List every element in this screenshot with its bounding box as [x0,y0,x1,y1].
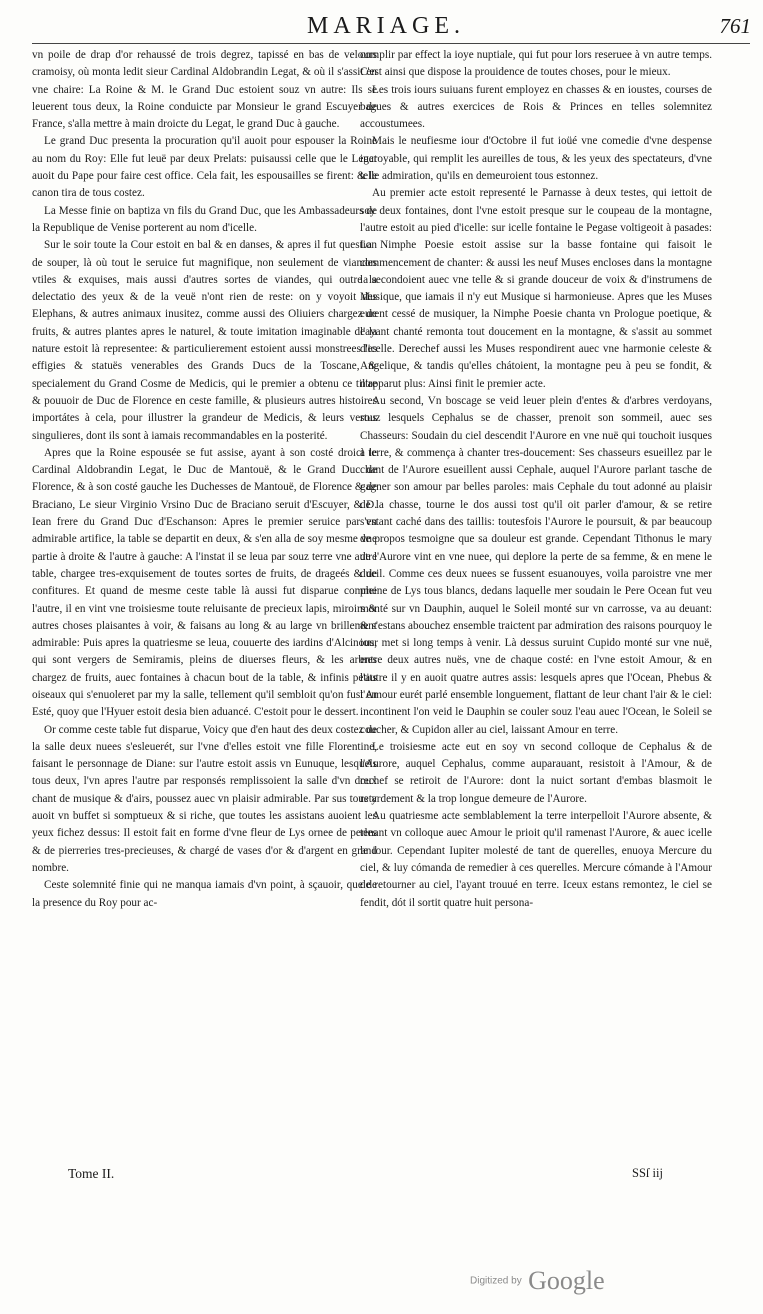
paragraph: Au quatriesme acte semblablement la terre interpelloit l'Aurore absente, & tenant vn colloque auec Amour le prioit qu'il ramenast l'Aurore, & auec icelle le iour. Cependant Iupiter molesté de tant de querelles, enuoya Mercure du ciel, & luy cómanda de remedier à ces querelles. Mercure cómande à l'Amour de retourner au ciel, l'ayant trouué en terre. Iceux estans remontez, le ciel se fendit, dót il sortit quatre huit persona- [360,810,712,909]
digitization-watermark [470,1266,605,1296]
paragraph: complir par effect la ioye nuptiale, qui fut pour lors reseruee à vn autre temps. C'est ainsi que dispose la prouidence de toutes choses, pour le mieux. [360,49,712,79]
google-logo: Google [528,1266,605,1295]
paragraph: Apres que la Roine espousée se fut assise, ayant à son costé droict le Cardinal Aldobrandin Legat, le Duc de Mantouë, & le Grand Duc de Florence, & à son costé gauche les Duchesses de Mantouë, de Florence & de Braciano, Le sieur Virginio Vrsino Duc de Braciano seruit d'Escuyer, & D. Iean frere du Grand Duc d'Eschanson: Apres le premier seruice par vn admirable artifice, la table se departit en deux, & s'en alla de soy mesme vne partie à droite & l'autre à gauche: A l'instat il se leua par souz terre vne autre table, chargee tres-exquisement de toutes sortes de fruits, de drageés & de confitures. Et quand de mesme ceste table là aussi fut disparue comme l'autre, il en vint vne troisiesme toute reluisante de precieux lapis, miroirs & autres choses plaisantes à voir, & faisans au long & au large vn brillement admirable: Puis apres la quatriesme se leua, couuerte des iardins d'Alcinous, qui sont vergers de Semiramis, pleins de diuerses fleurs, & les arbres chargez de fruits, auec fontaines à chacun bout de la table, & infinis petits oiseaux qui s'enuoleret par my la salle, tellement qu'il sembloit qu'on fust en Esté, quoy que l'Hyuer estoit desia bien aduancé. C'estoit pour le dessert. [32,446,377,719]
running-head: MARIAGE. [307,13,465,39]
right-column [360,47,712,912]
paragraph: Ceste solemnité finie qui ne manqua iamais d'vn point, à sçauoir, que de la presence du Roy pour ac- [32,879,377,909]
paragraph: Le troisiesme acte eut en soy vn second colloque de Cephalus & de l'Aurore, auquel Cephalus, comme auparauant, resistoit à l'Amour, & de rechef se retiroit de l'Aurore: dont la nuict sortant d'embas blasmoit le retardement & la trop longue demeure de l'Aurore. [360,740,712,805]
paragraph: Le grand Duc presenta la procuration qu'il auoit pour espouser la Roine au nom du Roy: Elle fut leuë par deux Prelats: puisaussi celle que le Legat auoit du Pape pour faire cest office. Cela fait, les espousailles se firent: & le canon tira de tous costez. [32,135,377,200]
paragraph: Les trois iours suiuans furent employez en chasses & en ioustes, courses de bagues & autres exercices de Rois & Princes en telles solemnitez accoustumees. [360,83,712,131]
paragraph: Au premier acte estoit representé le Parnasse à deux testes, qui iettoit de soy deux fontaines, dont l'vne estoit presque sur le coupeau de la montagne, l'autre estoit au pied d'icelle: sur icelle fontaine le Pegase voltigeoit à pasades: La Nimphe Poesie estoit assise sur la basse fontaine qui faisoit le commencement de chanter: & aussi les neuf Muses encloses dans la montagne la secondoient auec vne telle & si grande douceur de voix & d'instrumens de Musique, que iamais il n'y eut Musique si harmonieuse. Apres que les Muses eurent cessé de musiquer, la Nimphe Poesie chanta vn Prologue poetique, & l'ayant chanté remonta tout doucement en la montagne, & s'assit au sommet d'icelle. Derechef aussi les Muses respondirent auec vne harmonie celeste & Angelique, & tandis qu'elles chátoient, la montagne peu à peu se fondit, & n'apparut plus: Ainsi finit le premier acte. [360,187,712,390]
signature-mark: SSſ iij [632,1166,663,1180]
paragraph: Mais le neufiesme iour d'Octobre il fut ioüé vne comedie d'vne despense incroyable, qui remplit les aureilles de tous, & les yeux des spectateurs, d'vne telle admiration, qu'ils en demeuroient tous estonnez. [360,135,712,183]
paragraph: Au second, Vn boscage se veid leuer plein d'entes & d'arbres verdoyans, souz lesquels Cephalus se de chasser, prenoit son sommeil, auec ses Chasseurs: Soudain du ciel descendit l'Aurore en vne nuë qui touchoit iusques à terre, & commença à chanter tres-doucement: Ses chasseurs esueillez par le chant de l'Aurore esueillent aussi Cephale, auquel l'Aurore parlant tasche de gagner son amour par belles paroles: mais Cephale du tout adonné au plaisir de la chasse, tourne le dos aussi tost qu'il oit parler d'amour, & se retire s'estant caché dans des taillis: toutesfois l'Aurore le poursuit, & par beaucoup de propos tesmoigne que sa douleur est grande. Cependant Tithonus le mary de l'Aurore vint en vne nuee, qui deplore la perte de sa femme, & en mene le dueil. Comme ces deux nuees se fussent esuanouyes, voila paroistre vne mer pleine de Lys tous blancs, dedans laquelle mer soudain le Pere Ocean fut veu monté sur vn Dauphin, auquel le Soleil monté sur vn carrosse, va au deuant: & s'estans abouchez ensemble traictent par admiration des raisons pourquoy le iour met si long temps à venir. Là dessus suruint Cupido monté sur vne nuë, entre deux autres nuës, vne de chaque costé: en l'vne estoit Amour, & en l'autre il y en auoit quatre autres assis: lesquels apres que l'Ocean, Phebus & l'Amour eurét parlé ensemble longuement, flattant de leur chant l'air & le ciel: incontinent l'on veid le Dauphin se couler souz l'eau auec l'Ocean, le Soleil se coucher, & Cupidon aller au ciel, laissant Amour en terre. [360,394,712,736]
volume-label: Tome II. [68,1166,115,1181]
paragraph: Or comme ceste table fut disparue, Voicy que d'en haut des deux costez de la salle deux nuees s'esleuerét, sur l'vne d'elles estoit vne fille Florentine, faisant le personnage de Diane: sur l'autre estoit assis vn Eunuque, lesquels tous deux, l'vn apres l'autre par responsés remplissoient la salle d'vn doux chant de musique & d'airs, poussez auec vn plaisir admirable. Par sus tous y auoit vn buffet si somptueux & si riche, que toutes les assistans auoient les yeux fichez dessus: Il estoit fait en forme d'vne fleur de Lys ornee de perles & de pierreries tres-precieuses, & chargé de vases d'or & d'argent en grand nombre. [32,723,377,874]
paragraph: La Messe finie on baptiza vn fils du Grand Duc, que les Ambassadeurs de la Republique de Venise porterent au nom d'icelle. [32,204,377,234]
header-rule [32,43,750,44]
paragraph: Sur le soir toute la Cour estoit en bal & en danses, & apres il fut question de souper, là où tout le seruice fut magnifique, non seulement de viandes vtiles & exquises, mais aussi d'autres sortes de viandes, qui outre la delectatio des yeux & de la veuë n'ont rien de reste: on y voyoit des Elephans, & autres animaux inusitez, comme aussi des Oliuiers chargez de fruits, & autres plantes apres le naturel, & toute imitation imaginable de la nature estoit là representee: & particulierement estoient aussi monstrees les effigies & statuës venerables des Grands Ducs de la Toscane, & specialement du Grand Cosme de Medicis, qui le premier a obtenu ce tiltre & pouuoir de Duc de Florence en ceste famille, & plusieurs autres histoires importátes à cela, pour illustrer la grandeur de Medicis, & leurs vertus singulieres, dont ils sont à iamais recommandables en la posterité. [32,239,377,442]
page-number: 761 [719,14,751,38]
paragraph: vn poile de drap d'or rehaussé de trois degrez, tapissé en bas de velours cramoisy, où monta ledit sieur Cardinal Aldobrandin Legat, & où il s'assit en vne chaire: La Roine & M. le Grand Duc estoient souz vn autre: Ils se leuerent tous deux, la Roine conduicte par Monsieur le grand Escuyer de France, s'alla mettre à main droicte du Legat, le grand Duc à gauche. [32,49,377,131]
watermark-prefix: Digitized by [470,1275,522,1287]
left-column [32,47,377,912]
